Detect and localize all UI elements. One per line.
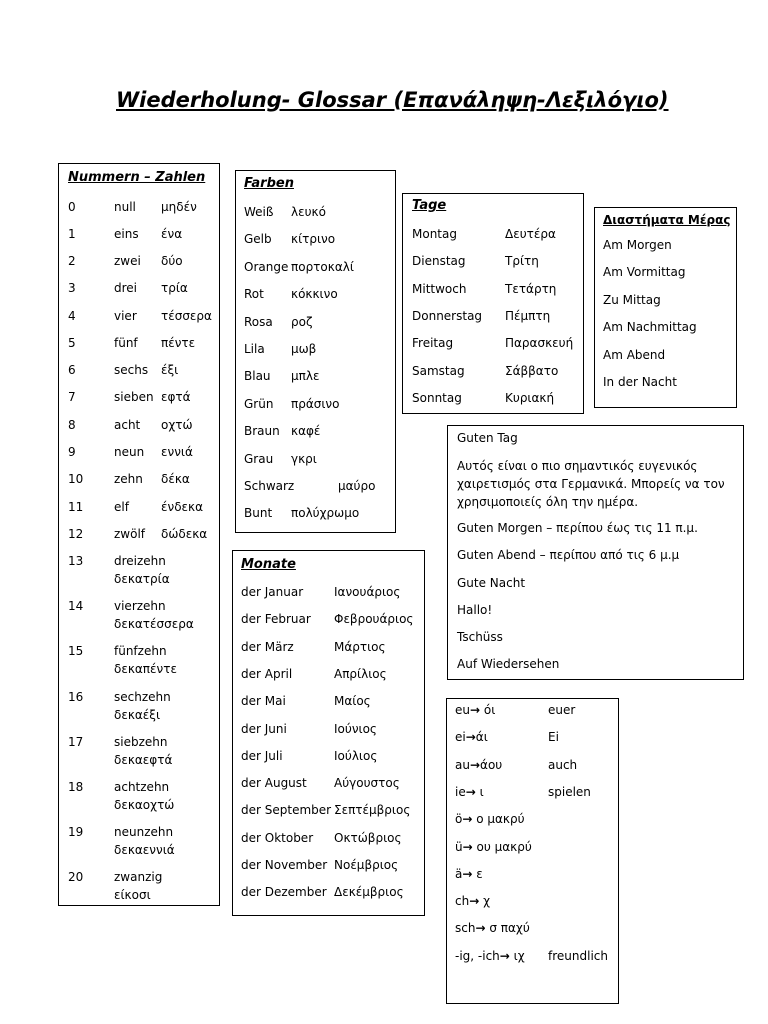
number-greek: τρία	[161, 281, 188, 295]
pronunciation-row	[447, 921, 618, 939]
number-german: vier	[114, 309, 137, 323]
daytime-item	[595, 320, 736, 338]
number-greek: τέσσερα	[161, 309, 212, 323]
day-german: Dienstag	[412, 254, 466, 269]
day-german: Mittwoch	[412, 281, 467, 296]
greeting-line: Αυτός είναι ο πιο σημαντικός ευγενικός χαιρετισμός στα Γερμανικά. Μπορείς να τον χρησιμοποιείς όλη την ημέρα.	[457, 459, 725, 509]
daytime-label: Am Morgen	[603, 238, 672, 252]
pronunciation-pair	[455, 867, 483, 881]
month-row	[233, 667, 424, 685]
day-german: Sonntag	[412, 390, 462, 405]
daytime-item	[595, 348, 736, 366]
months-box	[232, 550, 425, 916]
number-german: null	[114, 200, 136, 214]
pronunciation-example: euer	[548, 703, 576, 717]
color-row	[236, 479, 395, 497]
number-greek: δεκαοχτώ	[114, 798, 175, 812]
pronunciation-pair	[455, 758, 502, 772]
day-row	[403, 227, 583, 245]
month-german: der August	[241, 776, 307, 791]
daytime-item	[595, 375, 736, 393]
number-row	[59, 870, 219, 888]
day-greek: Παρασκευή	[505, 336, 574, 351]
number-digit: 3	[68, 281, 76, 295]
pronunciation-row	[447, 758, 618, 776]
month-row	[233, 640, 424, 658]
month-greek: Δεκέμβριος	[334, 885, 404, 900]
number-row	[59, 363, 219, 381]
arrow-icon: →	[469, 757, 481, 772]
number-greek: εννιά	[161, 445, 193, 459]
days-heading: Tage	[412, 198, 447, 213]
month-row	[233, 776, 424, 794]
pronunciation-box	[446, 698, 619, 1004]
number-digit: 17	[68, 735, 84, 749]
pronunciation-german: -ig, -ich	[455, 948, 500, 963]
pronunciation-example: auch	[548, 757, 578, 772]
number-greek: δεκατέσσερα	[114, 617, 194, 631]
number-greek: εφτά	[161, 390, 191, 404]
number-german: siebzehn	[114, 735, 168, 749]
number-german: neun	[114, 445, 145, 459]
pronunciation-pair	[455, 894, 490, 908]
pronunciation-example: spielen	[548, 784, 591, 799]
number-greek: δεκαεννιά	[114, 843, 175, 857]
month-german: der April	[241, 666, 293, 681]
number-digit: 14	[68, 599, 84, 613]
pronunciation-pair	[455, 921, 530, 935]
month-greek: Μαίος	[334, 694, 371, 709]
number-row	[59, 554, 219, 572]
daytimes-box	[594, 207, 737, 408]
number-greek: δύο	[161, 254, 183, 268]
number-german: sechzehn	[114, 690, 171, 704]
arrow-icon: →	[470, 703, 481, 717]
number-greek: μηδέν	[161, 200, 197, 214]
number-german: neunzehn	[114, 825, 174, 839]
pronunciation-german: ü	[455, 839, 463, 854]
color-greek: πολύχρωμο	[291, 506, 360, 521]
month-row	[233, 722, 424, 740]
pronunciation-pair	[455, 840, 532, 854]
pronunciation-german: ch	[455, 894, 470, 909]
number-row	[59, 472, 219, 490]
number-row	[59, 825, 219, 843]
daytimes-heading: Διαστήματα Μέρας	[603, 213, 731, 227]
daytime-label: Am Nachmittag	[603, 320, 697, 335]
number-digit: 12	[68, 527, 84, 541]
day-greek: Τετάρτη	[505, 281, 557, 296]
pronunciation-row	[447, 949, 618, 967]
days-box	[402, 193, 584, 414]
greeting-line: Tschüss	[457, 630, 503, 644]
number-digit: 15	[68, 644, 84, 658]
number-german: zehn	[114, 472, 143, 486]
pronunciation-german: ö	[455, 812, 463, 827]
month-greek: Ιούνιος	[334, 721, 377, 736]
day-row	[403, 254, 583, 272]
greeting-line: Auf Wiedersehen	[457, 657, 560, 671]
number-digit: 18	[68, 780, 84, 794]
day-row	[403, 336, 583, 354]
color-greek: λευκό	[291, 205, 326, 219]
pronunciation-row	[447, 703, 618, 721]
number-row	[59, 500, 219, 518]
number-digit: 16	[68, 690, 84, 704]
color-german: Rot	[244, 287, 264, 302]
color-greek: μαύρο	[338, 479, 376, 493]
color-row	[236, 342, 395, 360]
pronunciation-greek: ε	[472, 866, 483, 881]
color-german: Bunt	[244, 506, 273, 521]
number-greek: δεκαέξι	[114, 708, 161, 722]
number-german: drei	[114, 281, 138, 295]
pronunciation-greek: σ παχύ	[485, 921, 530, 936]
month-german: der Juni	[241, 721, 287, 736]
pronunciation-greek: ου μακρύ	[472, 839, 532, 854]
number-row	[59, 418, 219, 436]
color-greek: πράσινο	[291, 396, 340, 411]
color-row	[236, 424, 395, 442]
color-greek: μωβ	[291, 342, 317, 356]
pronunciation-example: freundlich	[548, 948, 608, 963]
pronunciation-row	[447, 812, 618, 830]
greeting-line: Hallo!	[457, 603, 493, 617]
number-german: fünf	[114, 336, 138, 350]
day-greek: Κυριακή	[505, 390, 555, 405]
daytime-item	[595, 293, 736, 311]
number-german: eins	[114, 227, 139, 241]
arrow-icon: →	[462, 812, 473, 827]
pronunciation-german: ie	[455, 784, 466, 799]
color-row	[236, 260, 395, 278]
number-row	[59, 599, 219, 617]
month-german: der Juli	[241, 748, 283, 763]
number-row-greek	[59, 708, 219, 726]
number-german: achtzehn	[114, 780, 170, 794]
number-greek: ένδεκα	[161, 500, 203, 514]
month-row	[233, 885, 424, 903]
day-greek: Πέμπτη	[505, 308, 551, 323]
number-row	[59, 309, 219, 327]
number-german: fünfzehn	[114, 644, 167, 658]
number-row	[59, 644, 219, 662]
pronunciation-greek: χ	[479, 894, 491, 909]
pronunciation-row	[447, 840, 618, 858]
number-digit: 10	[68, 472, 84, 486]
number-row-greek	[59, 843, 219, 861]
color-row	[236, 452, 395, 470]
number-digit: 19	[68, 825, 84, 839]
color-row	[236, 369, 395, 387]
number-german: dreizehn	[114, 554, 166, 568]
number-german: zwei	[114, 254, 141, 268]
number-row	[59, 390, 219, 408]
number-german: sieben	[114, 390, 154, 404]
number-german: zwölf	[114, 527, 146, 541]
month-greek: Νοέμβριος	[334, 858, 399, 872]
daytime-label: Am Abend	[603, 347, 666, 362]
number-row-greek	[59, 662, 219, 680]
color-german: Grün	[244, 396, 274, 411]
month-greek: Απρίλιος	[334, 666, 387, 681]
number-row-greek	[59, 798, 219, 816]
color-row	[236, 205, 395, 223]
pronunciation-pair	[455, 703, 495, 717]
arrow-icon: →	[465, 784, 476, 799]
month-greek: Σεπτέμβριος	[334, 803, 411, 818]
greetings-box	[447, 425, 744, 680]
pronunciation-greek: όι	[480, 703, 496, 717]
number-row	[59, 200, 219, 218]
number-greek: είκοσι	[114, 888, 151, 902]
color-greek: καφέ	[291, 424, 321, 439]
color-german: Lila	[244, 342, 265, 356]
month-greek: Αύγουστος	[334, 776, 400, 791]
number-greek: δέκα	[161, 472, 190, 486]
number-digit: 0	[68, 200, 76, 214]
color-row	[236, 397, 395, 415]
number-digit: 8	[68, 418, 76, 432]
color-greek: μπλε	[291, 369, 320, 384]
page-title: Wiederholung- Glossar (Επανάληψη-Λεξιλόγιο)	[116, 88, 669, 112]
day-row	[403, 391, 583, 409]
day-german: Freitag	[412, 336, 454, 351]
color-german: Schwarz	[244, 479, 295, 493]
month-greek: Ιανουάριος	[334, 585, 401, 599]
month-german: der Dezember	[241, 885, 327, 900]
month-german: der September	[241, 803, 332, 818]
number-greek: πέντε	[161, 336, 196, 350]
color-row	[236, 232, 395, 250]
color-german: Orange	[244, 259, 289, 274]
number-digit: 7	[68, 390, 76, 404]
color-greek: κίτρινο	[291, 232, 336, 247]
pronunciation-greek: άου	[480, 757, 503, 772]
color-row	[236, 287, 395, 305]
day-german: Donnerstag	[412, 308, 483, 323]
day-row	[403, 309, 583, 327]
day-row	[403, 282, 583, 300]
day-greek: Δευτέρα	[505, 227, 556, 241]
month-row	[233, 831, 424, 849]
month-row	[233, 803, 424, 821]
month-greek: Φεβρουάριος	[334, 612, 414, 627]
number-row	[59, 780, 219, 798]
month-german: der Februar	[241, 612, 311, 627]
month-greek: Μάρτιος	[334, 639, 386, 654]
daytime-item	[595, 265, 736, 283]
number-greek: δεκατρία	[114, 572, 170, 586]
colors-heading: Farben	[244, 176, 294, 191]
arrow-icon: →	[462, 839, 473, 854]
number-german: elf	[114, 500, 129, 514]
arrow-icon: →	[475, 921, 486, 936]
number-row	[59, 281, 219, 299]
month-german: der Oktober	[241, 830, 314, 845]
number-digit: 11	[68, 500, 84, 514]
number-german: zwanzig	[114, 870, 163, 884]
month-row	[233, 749, 424, 767]
number-digit: 6	[68, 363, 76, 377]
number-digit: 1	[68, 227, 76, 241]
pronunciation-german: sch	[455, 921, 476, 936]
month-row	[233, 694, 424, 712]
number-greek: δεκαπέντε	[114, 662, 177, 676]
number-greek: οχτώ	[161, 418, 193, 432]
day-german: Samstag	[412, 363, 465, 378]
color-german: Braun	[244, 424, 280, 439]
greeting-line: Guten Tag	[457, 431, 518, 445]
number-row	[59, 227, 219, 245]
day-greek: Τρίτη	[505, 254, 539, 269]
arrow-icon: →	[469, 894, 480, 909]
pronunciation-greek: ο μακρύ	[472, 812, 525, 827]
greeting-line: Guten Abend – περίπου από τις 6 μ.μ	[457, 548, 680, 562]
month-row	[233, 585, 424, 603]
color-greek: κόκκινο	[291, 287, 338, 302]
number-german: acht	[114, 418, 141, 432]
numbers-heading: Nummern – Zahlen	[68, 170, 206, 185]
color-row	[236, 315, 395, 333]
number-digit: 20	[68, 870, 84, 884]
greeting-line: Guten Morgen – περίπου έως τις 11 π.μ.	[457, 521, 698, 535]
arrow-icon: →	[462, 866, 473, 881]
pronunciation-row	[447, 894, 618, 912]
month-german: der Januar	[241, 585, 304, 599]
pronunciation-german: au	[455, 757, 470, 772]
pronunciation-greek: ιχ	[509, 948, 525, 963]
daytime-label: Zu Mittag	[603, 292, 661, 307]
number-row-greek	[59, 572, 219, 590]
pronunciation-row	[447, 867, 618, 885]
day-german: Montag	[412, 227, 457, 241]
pronunciation-greek: άι	[475, 730, 488, 745]
pronunciation-pair	[455, 730, 488, 744]
number-row	[59, 254, 219, 272]
pronunciation-greek: ι	[475, 784, 484, 799]
colors-box	[235, 170, 396, 533]
number-digit: 9	[68, 445, 76, 459]
month-greek: Οκτώβριος	[334, 830, 402, 845]
number-greek: δεκαεφτά	[114, 753, 173, 767]
pronunciation-row	[447, 730, 618, 748]
number-row-greek	[59, 888, 219, 906]
daytime-label: Am Vormittag	[603, 265, 686, 280]
number-digit: 13	[68, 554, 84, 568]
day-greek: Σάββατο	[505, 363, 559, 378]
pronunciation-pair	[455, 949, 525, 963]
color-greek: ροζ	[291, 314, 313, 329]
daytime-label: In der Nacht	[603, 375, 677, 389]
number-greek: ένα	[161, 227, 183, 241]
color-german: Weiß	[244, 205, 274, 219]
number-digit: 5	[68, 336, 76, 350]
number-greek: δώδεκα	[161, 527, 208, 541]
color-row	[236, 506, 395, 524]
pronunciation-example: Ei	[548, 730, 559, 745]
arrow-icon: →	[465, 730, 476, 745]
pronunciation-german: eu	[455, 703, 470, 717]
month-german: der März	[241, 639, 294, 654]
number-german: sechs	[114, 363, 149, 377]
color-german: Rosa	[244, 314, 273, 329]
number-row-greek	[59, 617, 219, 635]
daytime-item	[595, 238, 736, 256]
number-greek: έξι	[161, 363, 179, 377]
day-row	[403, 364, 583, 382]
number-row	[59, 336, 219, 354]
month-row	[233, 612, 424, 630]
pronunciation-german: ei	[455, 730, 466, 745]
greeting-line: Gute Nacht	[457, 576, 526, 590]
color-greek: πορτοκαλί	[291, 259, 354, 274]
color-german: Grau	[244, 451, 274, 466]
color-greek: γκρι	[291, 451, 317, 466]
pronunciation-german: ä	[455, 866, 463, 881]
arrow-icon: →	[499, 948, 510, 963]
number-row	[59, 735, 219, 753]
number-row-greek	[59, 753, 219, 771]
month-german: der Mai	[241, 694, 286, 709]
pronunciation-pair	[455, 785, 484, 799]
color-german: Gelb	[244, 232, 272, 247]
numbers-box	[58, 163, 220, 906]
month-greek: Ιούλιος	[334, 748, 378, 763]
color-german: Blau	[244, 369, 271, 384]
number-row	[59, 690, 219, 708]
month-row	[233, 858, 424, 876]
number-digit: 4	[68, 309, 76, 323]
months-heading: Monate	[241, 557, 296, 572]
month-german: der November	[241, 858, 328, 872]
number-digit: 2	[68, 254, 76, 268]
pronunciation-row	[447, 785, 618, 803]
number-row	[59, 527, 219, 545]
number-row	[59, 445, 219, 463]
pronunciation-pair	[455, 812, 525, 826]
number-german: vierzehn	[114, 599, 166, 613]
